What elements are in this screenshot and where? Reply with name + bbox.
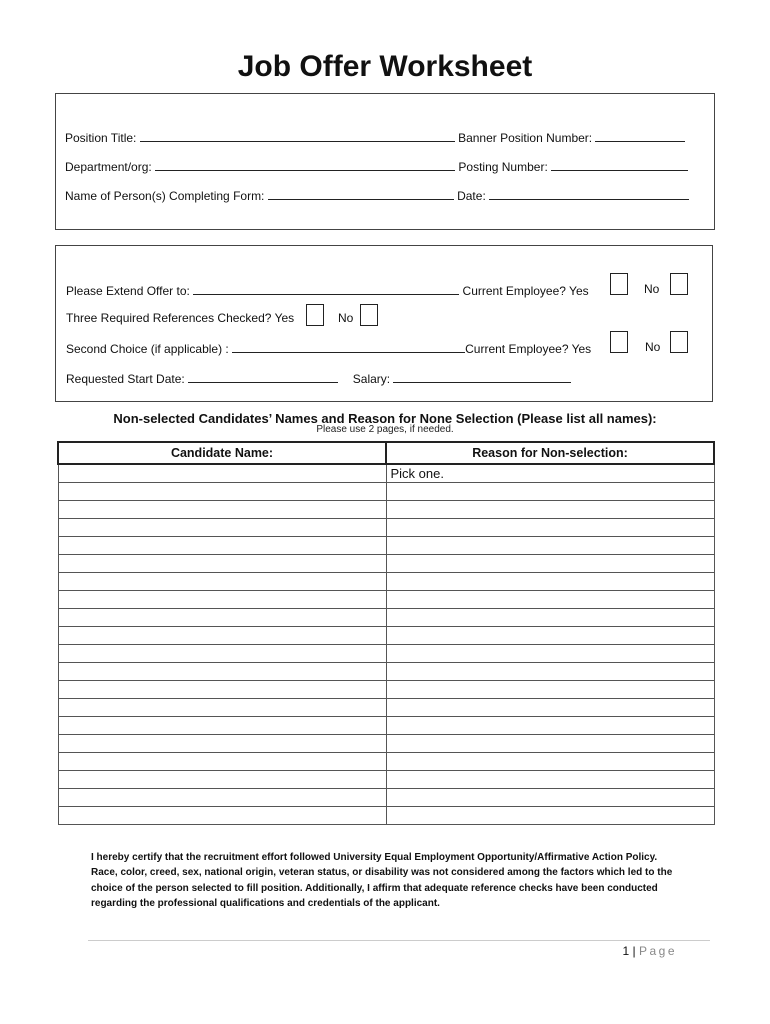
reason-cell[interactable]: [386, 717, 714, 735]
candidate-name-cell[interactable]: [58, 609, 386, 627]
page-number: 1: [622, 944, 630, 958]
candidate-name-cell[interactable]: [58, 464, 386, 483]
table-row: [58, 627, 714, 645]
start-date-row: [66, 370, 571, 386]
name-completing-label: Name of Person(s) Completing Form:: [65, 189, 265, 203]
posting-number-field[interactable]: [551, 158, 688, 171]
table-row: [58, 573, 714, 591]
table-row: [58, 735, 714, 753]
table-row: [58, 464, 714, 483]
reason-cell[interactable]: [386, 753, 714, 771]
candidate-name-cell[interactable]: [58, 483, 386, 501]
table-row: [58, 753, 714, 771]
second-current-employee-no-checkbox[interactable]: [670, 331, 688, 353]
reason-cell[interactable]: [386, 735, 714, 753]
reason-cell[interactable]: [386, 555, 714, 573]
pages-note: Please use 2 pages, if needed.: [316, 424, 454, 435]
table-row: [58, 609, 714, 627]
date-label: Date:: [457, 189, 486, 203]
department-label: Department/org:: [65, 160, 152, 174]
candidate-name-cell[interactable]: [58, 537, 386, 555]
reason-cell[interactable]: [386, 627, 714, 645]
table-row: [58, 537, 714, 555]
table-row: [58, 519, 714, 537]
candidate-name-cell[interactable]: [58, 789, 386, 807]
reason-cell[interactable]: [386, 645, 714, 663]
date-field[interactable]: [489, 187, 689, 200]
table-row: [58, 699, 714, 717]
second-current-employee-no-label: No: [645, 340, 661, 354]
current-employee-label: Current Employee? Yes: [462, 284, 589, 298]
reason-dropdown[interactable]: Pick one.: [386, 464, 714, 483]
reason-cell[interactable]: [386, 609, 714, 627]
candidates-table: [57, 441, 715, 825]
references-yes-checkbox[interactable]: [306, 304, 324, 326]
reason-cell[interactable]: [386, 537, 714, 555]
footer-divider: [88, 940, 710, 941]
page-footer: [622, 944, 677, 958]
current-employee-no-label: No: [644, 282, 660, 296]
extend-offer-row: [66, 282, 589, 298]
position-title-label: Position Title:: [65, 131, 137, 145]
candidate-name-cell[interactable]: [58, 735, 386, 753]
references-no-label: No: [338, 311, 354, 325]
candidate-name-cell[interactable]: [58, 501, 386, 519]
table-row: [58, 807, 714, 825]
reason-cell[interactable]: [386, 771, 714, 789]
current-employee-no-checkbox[interactable]: [670, 273, 688, 295]
page-label: Page: [638, 944, 677, 958]
second-current-employee-label: Current Employee? Yes: [465, 342, 592, 356]
second-choice-label: Second Choice (if applicable) :: [66, 342, 229, 356]
current-employee-yes-checkbox[interactable]: [610, 273, 628, 295]
department-row: [65, 158, 688, 174]
reason-cell[interactable]: [386, 501, 714, 519]
department-field[interactable]: [155, 158, 455, 171]
candidate-name-cell[interactable]: [58, 681, 386, 699]
candidate-name-cell[interactable]: [58, 555, 386, 573]
start-date-label: Requested Start Date:: [66, 372, 185, 386]
candidate-name-cell[interactable]: [58, 717, 386, 735]
table-row: [58, 555, 714, 573]
candidate-name-cell[interactable]: [58, 591, 386, 609]
position-title-field[interactable]: [140, 129, 455, 142]
candidate-name-cell[interactable]: [58, 663, 386, 681]
references-row: [66, 311, 294, 325]
table-row: [58, 645, 714, 663]
reason-cell[interactable]: [386, 681, 714, 699]
banner-position-number-label: Banner Position Number:: [458, 131, 593, 145]
candidates-table-body: [58, 464, 714, 825]
candidate-name-cell[interactable]: [58, 573, 386, 591]
position-title-row: [65, 129, 685, 145]
reason-cell[interactable]: [386, 483, 714, 501]
extend-offer-field[interactable]: [193, 282, 459, 295]
posting-number-label: Posting Number:: [458, 160, 548, 174]
candidate-name-cell[interactable]: [58, 627, 386, 645]
page-title: Job Offer Worksheet: [237, 50, 533, 83]
page-separator: |: [632, 944, 636, 958]
banner-position-number-field[interactable]: [595, 129, 685, 142]
reason-cell[interactable]: [386, 573, 714, 591]
candidate-name-cell[interactable]: [58, 771, 386, 789]
candidate-name-cell[interactable]: [58, 519, 386, 537]
candidate-name-header: Candidate Name:: [58, 442, 386, 464]
second-choice-field[interactable]: [232, 340, 465, 353]
extend-offer-label: Please Extend Offer to:: [66, 284, 190, 298]
second-choice-row: [66, 340, 591, 356]
name-completing-field[interactable]: [268, 187, 454, 200]
references-label: Three Required References Checked? Yes: [66, 311, 295, 325]
reason-cell[interactable]: [386, 663, 714, 681]
table-row: [58, 663, 714, 681]
reason-cell[interactable]: [386, 591, 714, 609]
completer-row: [65, 187, 689, 203]
reason-cell[interactable]: [386, 789, 714, 807]
salary-field[interactable]: [393, 370, 571, 383]
candidate-name-cell[interactable]: [58, 753, 386, 771]
candidate-name-cell[interactable]: [58, 645, 386, 663]
salary-label: Salary:: [352, 372, 391, 386]
candidate-name-cell[interactable]: [58, 807, 386, 825]
non-selected-heading: Non-selected Candidates’ Names and Reason for None Selection (Please list all names):: [113, 411, 657, 426]
reason-cell[interactable]: [386, 807, 714, 825]
table-row: [58, 717, 714, 735]
start-date-field[interactable]: [188, 370, 338, 383]
reason-header: Reason for Non-selection:: [386, 442, 714, 464]
second-current-employee-yes-checkbox[interactable]: [610, 331, 628, 353]
reason-cell[interactable]: [386, 699, 714, 717]
table-row: [58, 591, 714, 609]
references-no-checkbox[interactable]: [360, 304, 378, 326]
table-row: [58, 483, 714, 501]
table-row: [58, 771, 714, 789]
certification-statement: I hereby certify that the recruitment effort followed University Equal Employment Opportunity/Affirmative Action Policy. Race, color, creed, sex, national origin, veteran status, or disability was not considered among the factors which led to the choice of the person selected to fill position. Additionally, I affirm that adequate reference checks have been conducted regarding the professional qualifications and credentials of the applicant.: [91, 852, 673, 909]
table-row: [58, 501, 714, 519]
reason-cell[interactable]: [386, 519, 714, 537]
table-row: [58, 789, 714, 807]
table-row: [58, 681, 714, 699]
candidate-name-cell[interactable]: [58, 699, 386, 717]
